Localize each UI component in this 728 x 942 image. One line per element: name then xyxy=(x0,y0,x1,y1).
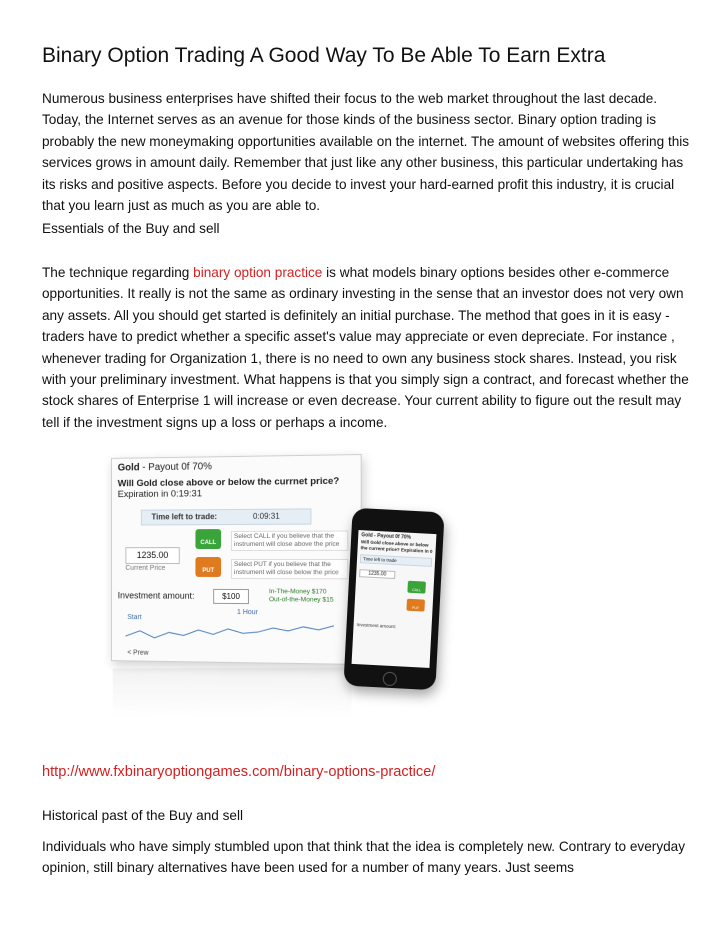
call-button: CALL xyxy=(195,529,221,549)
interval-label: 1 Hour xyxy=(236,609,258,617)
phone-header: Gold - Payout 0f 70% xyxy=(361,532,412,541)
trading-illustration xyxy=(98,448,458,748)
phone-call-button: CALL xyxy=(407,581,426,594)
phone-time-left: Time left to trade xyxy=(360,554,432,567)
out-of-the-money: Out-of-the-Money $15 xyxy=(268,596,334,604)
panel-question-text: Will Gold close above or below the currnet price? xyxy=(117,475,340,490)
panel-reflection xyxy=(113,668,352,719)
current-price-box: 1235.00 xyxy=(125,547,179,564)
panel-asset: Gold xyxy=(117,462,140,474)
price-line xyxy=(125,624,334,640)
time-left-value: 0:09:31 xyxy=(252,511,280,521)
start-label: Start xyxy=(127,614,142,622)
article-title: Binary Option Trading A Good Way To Be Able To Earn Extra xyxy=(42,44,606,67)
panel-header xyxy=(118,461,212,473)
history-paragraph: Individuals who have simply stumbled upon that think that the idea is completely new. Contrary to everyday opinion, still binary alternatives have been used for a number of many years. Just seems xyxy=(42,839,686,876)
money-outcomes xyxy=(269,588,334,605)
put-button: PUT xyxy=(195,557,221,577)
price-chart xyxy=(125,621,334,651)
section-heading-essentials: Essentials of the Buy and sell xyxy=(42,221,220,236)
phone-question: Will Gold close above or below the current price? Expiration in 0 xyxy=(360,539,433,554)
binary-option-practice-link[interactable]: binary option practice xyxy=(193,265,323,280)
in-the-money: In-The-Money $170 xyxy=(268,588,327,596)
essentials-rest: is what models binary options besides other e-commerce opportunities. It really is not the same as ordinary investing in the sense that an investor does not very own any assets. All you should get started is definitely an initial purchase. The method that goes in it is easy - traders have to predict whether a specific asset's value may appreciate or even depreciate. For instance , whenever trading for Organization 1, there is no need to own any business stock shares. Instead, you risk with your preliminary investment. What happens is that you simply sign a contract, and forecast whether the stock shares of Enterprise 1 will increase or even decrease. Your current ability to figure out the result may tell if the investment signs up a loss or perhaps a income. xyxy=(42,265,689,430)
put-hint: Select PUT if you believe that the instrument will close below the price xyxy=(231,559,348,579)
panel-expiration: Expiration in 0:19:31 xyxy=(117,488,202,501)
current-price-label: Current Price xyxy=(125,564,166,572)
section-heading-history: Historical past of the Buy and sell xyxy=(42,808,243,823)
call-hint: Select CALL if you believe that the instrument will close above the price xyxy=(231,531,348,551)
home-button-icon xyxy=(382,672,397,687)
source-url-link[interactable]: http://www.fxbinaryoptiongames.com/binary-options-practice/ xyxy=(42,764,436,780)
investment-amount: $100 xyxy=(213,589,249,604)
essentials-paragraph xyxy=(42,262,692,433)
essentials-lead: The technique regarding xyxy=(42,265,194,280)
phone-price: 1235.00 xyxy=(359,569,395,579)
phone-screen xyxy=(352,530,437,668)
phone-investment-label: Investment amount: xyxy=(356,622,397,630)
intro-paragraph: Numerous business enterprises have shifted their focus to the web market throughout the last decade. Today, the Internet serves as an avenue for those kinds of the business sector. Binary option trading is probably the new moneymaking opportunities available on the internet. The amount of websites offering this services grows in amount daily. Remember that just like any other business, this particular undertaking has its risks and positive aspects. Before you decide to invest your hard-earned profit this industry, it is crucial that you learn just as much as you are able to. xyxy=(42,91,690,214)
phone-put-button: PUT xyxy=(406,599,425,612)
time-left-bar xyxy=(141,508,312,525)
investment-label: Investment amount: xyxy=(117,590,195,601)
smartphone xyxy=(343,508,444,691)
prev-button: < Prew xyxy=(127,649,149,657)
trading-panel xyxy=(111,454,362,665)
panel-payout: - Payout 0f 70% xyxy=(139,461,212,474)
panel-question xyxy=(118,476,347,500)
time-left-label: Time left to trade: xyxy=(151,512,218,522)
